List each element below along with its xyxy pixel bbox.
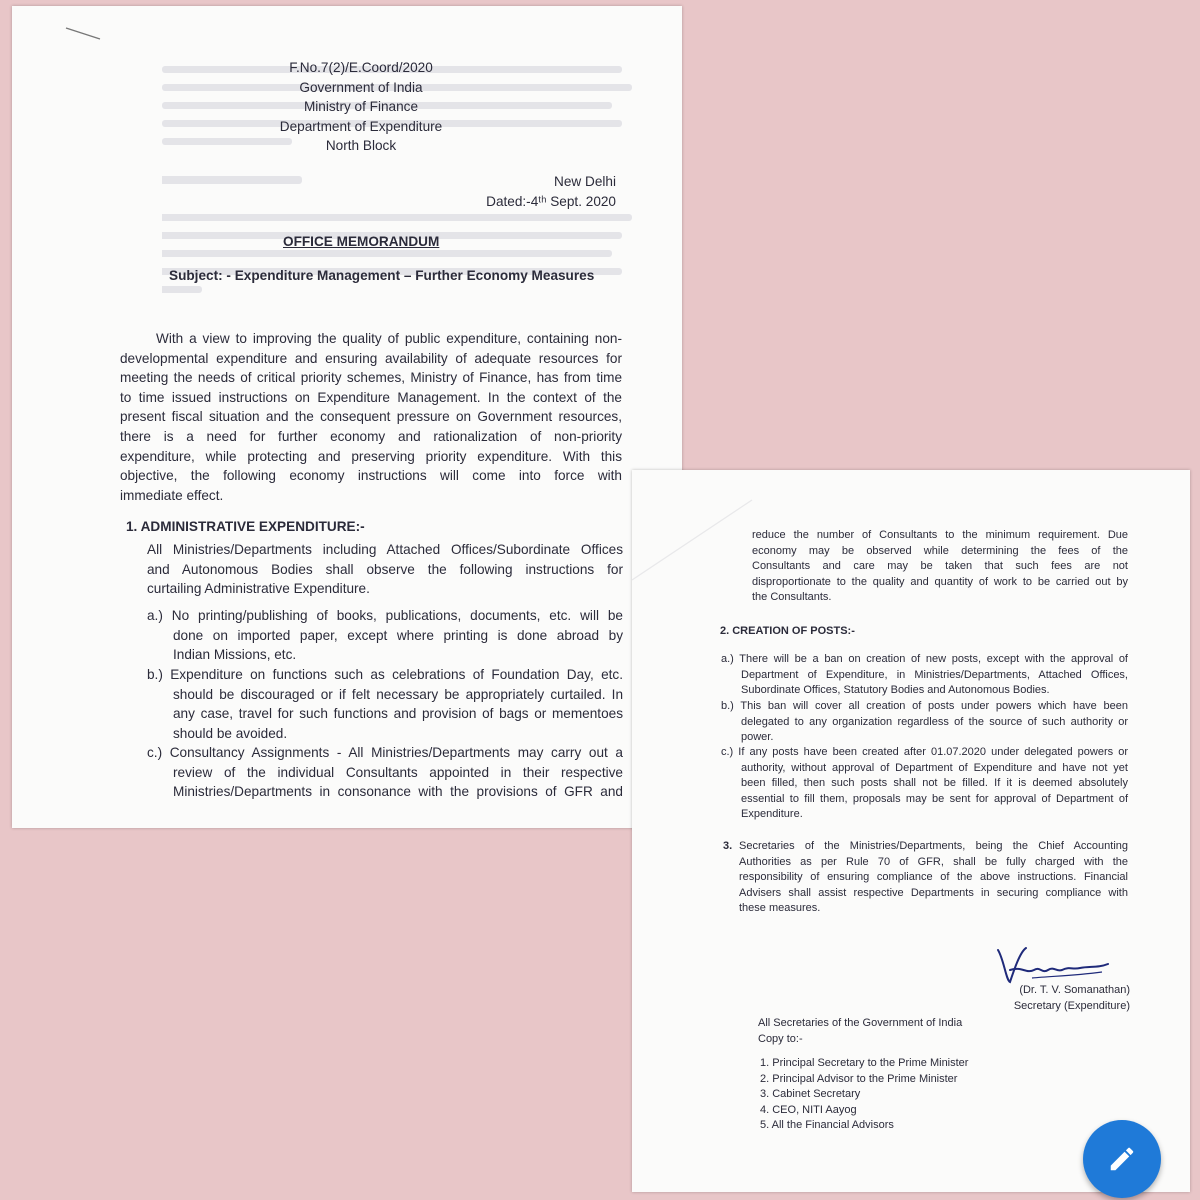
government-name: Government of India: [299, 79, 423, 95]
intro-paragraph: [120, 329, 622, 505]
ministry-name: Ministry of Finance: [303, 99, 419, 114]
text-line: any case, travel for such functions and provision of bags or mementoes: [173, 706, 623, 722]
text-line: c.) If any posts have been created after 01.07.2020 under delegated powers or: [721, 746, 1128, 758]
posts-item-c: [721, 745, 1128, 823]
pencil-icon: [1107, 1144, 1137, 1174]
copy-to-list: [760, 1056, 968, 1134]
department-name: Department of Expenditure: [279, 118, 443, 134]
memo-page-1: [12, 6, 682, 828]
list-item: 5. All the Financial Advisors: [760, 1119, 894, 1132]
text-line: authority, without approval of Department of Expenditure and have not yet: [741, 761, 1128, 774]
text-line: Department of Expenditure, in Ministries/Departments, Attached Offices,: [741, 668, 1128, 681]
section-3-number: 3.: [723, 840, 733, 852]
place-date: [486, 172, 616, 211]
text-line: b.) Expenditure on functions such as celebrations of Foundation Day, etc.: [147, 667, 623, 682]
item-a: [147, 606, 623, 665]
consultants-continuation: [752, 528, 1128, 606]
posts-item-b: [721, 699, 1128, 746]
text-line: should be discouraged or if felt necessary be appropriately curtailed. In: [173, 686, 623, 702]
item-c: [147, 743, 623, 802]
text-line: been filled, then such posts shall not be filled. If it is deemed absolutely: [741, 777, 1128, 790]
list-item: 4. CEO, NITI Aayog: [760, 1103, 857, 1116]
posts-item-a: [721, 652, 1128, 699]
text-line: developmental expenditure and ensuring availability of adequate resources for: [120, 350, 622, 366]
text-line: Ministries/Departments in consonance with the provisions of GFR and: [173, 784, 623, 800]
text-line: review of the individual Consultants appointed in their respective: [173, 764, 623, 780]
date: Dated:-4ᵗʰ Sept. 2020: [486, 193, 616, 209]
text-line: there is a need for further economy and rationalization of non-priority: [120, 428, 622, 444]
text-line: Expenditure.: [741, 808, 803, 821]
addressee: All Secretaries of the Government of India: [758, 1017, 963, 1029]
text-line: curtailing Administrative Expenditure.: [147, 581, 370, 597]
place: New Delhi: [554, 174, 616, 189]
memo-header: [12, 58, 682, 156]
text-line: a.) There will be a ban on creation of new posts, except with the approval of: [721, 653, 1128, 665]
text-line: c.) Consultancy Assignments - All Ministries/Departments may carry out a: [147, 745, 623, 760]
text-line: Advisers shall assist respective Departments in securing compliance with: [739, 886, 1128, 899]
copy-to-label: Copy to:-: [758, 1033, 803, 1045]
text-line: to time issued instructions on Expenditure Management. In the context of the: [120, 389, 622, 405]
text-line: essential to fill them, proposals may be sent for approval of Department of: [741, 792, 1128, 805]
text-line: expenditure, while protecting and preserving priority expenditure. With this: [120, 448, 622, 464]
edit-button[interactable]: [1083, 1120, 1161, 1198]
text-line: b.) This ban will cover all creation of posts under powers which have been: [721, 700, 1128, 712]
text-line: economy may be observed while determining the fees of the: [752, 544, 1128, 557]
text-line: reduce the number of Consultants to the minimum requirement. Due: [752, 529, 1128, 541]
file-number: F.No.7(2)/E.Coord/2020: [289, 60, 433, 75]
text-line: immediate effect.: [120, 487, 224, 503]
text-line: a.) No printing/publishing of books, publications, documents, etc. will be: [147, 608, 623, 623]
text-line: Indian Missions, etc.: [173, 647, 297, 663]
section-3-text: [739, 839, 1128, 917]
memo-page-2: [632, 470, 1190, 1192]
signatory-title: Secretary (Expenditure): [1013, 999, 1130, 1012]
signatory-block: [1014, 983, 1130, 1014]
text-line: responsibility of ensuring compliance of the above instructions. Financial: [739, 871, 1128, 884]
list-item: 2. Principal Advisor to the Prime Minister: [760, 1072, 958, 1085]
text-line: and Autonomous Bodies shall observe the following instructions for: [147, 561, 623, 577]
text-line: done on imported paper, except where printing is done abroad by: [173, 627, 623, 643]
text-line: meeting the needs of critical priority schemes, Ministry of Finance, has from time: [120, 370, 622, 386]
office-location: North Block: [325, 138, 397, 153]
memo-title: OFFICE MEMORANDUM: [283, 234, 440, 249]
text-line: delegated to any organization regardless of the source of such authority or: [741, 715, 1128, 728]
signatory-name: (Dr. T. V. Somanathan): [1019, 984, 1130, 996]
text-line: Authorities as per Rule 70 of GFR, shall be fully charged with the: [739, 855, 1128, 868]
text-line: power.: [741, 731, 774, 744]
text-line: should be avoided.: [173, 725, 288, 741]
text-line: Secretaries of the Ministries/Departments, being the Chief Accounting: [739, 840, 1128, 852]
section-1-heading: 1. ADMINISTRATIVE EXPENDITURE:-: [126, 519, 365, 534]
text-line: the Consultants.: [752, 591, 832, 604]
item-b: [147, 665, 623, 743]
section-2-heading: 2. CREATION OF POSTS:-: [720, 625, 855, 637]
text-line: objective, the following economy instructions will come into force with: [120, 468, 622, 484]
text-line: Consultants and care may be taken that such fees are not: [752, 560, 1128, 573]
text-line: disproportionate to the quality and quantity of work to be carried out by: [752, 575, 1128, 588]
text-line: All Ministries/Departments including Attached Offices/Subordinate Offices: [147, 542, 623, 557]
list-item: 1. Principal Secretary to the Prime Minister: [760, 1057, 969, 1069]
text-line: these measures.: [739, 902, 821, 915]
pen-mark: [64, 26, 104, 42]
text-line: Subordinate Offices, Statutory Bodies and Autonomous Bodies.: [741, 684, 1050, 697]
text-line: With a view to improving the quality of public expenditure, containing non-: [156, 331, 622, 346]
section-1-intro: [147, 540, 623, 599]
list-item: 3. Cabinet Secretary: [760, 1088, 861, 1101]
fold-crease: [632, 470, 762, 600]
subject: Subject: - Expenditure Management – Further Economy Measures: [169, 268, 595, 283]
text-line: present fiscal situation and the consequent pressure on Government resources,: [120, 409, 622, 425]
